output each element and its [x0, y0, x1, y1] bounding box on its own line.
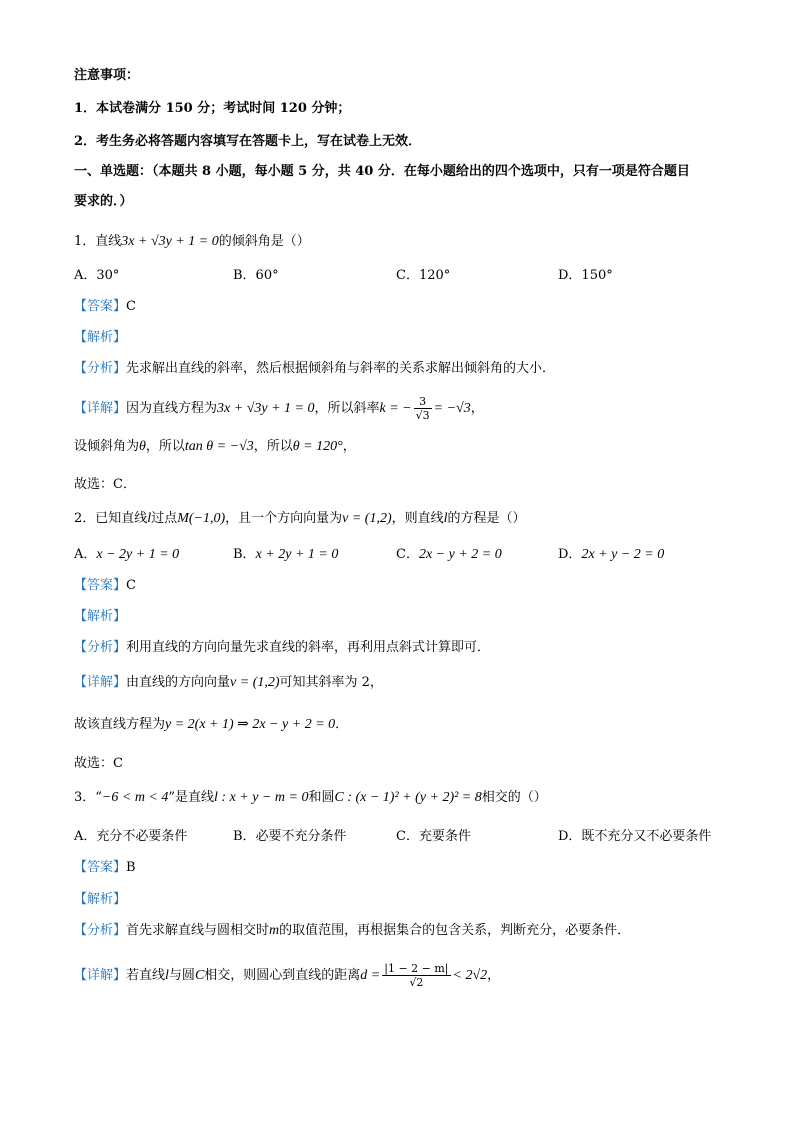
q2-xiangjie-line: [74, 674, 383, 692]
q3-line-expr: l : x + y − m = 0: [214, 790, 309, 805]
q3-xiangjie-tag: 【详解】: [74, 968, 127, 983]
q2-equation-expr: y = 2(x + 1) ⇒ 2x − y + 2 = 0: [165, 717, 336, 732]
q2-xiangjie-tag: 【详解】: [74, 675, 127, 690]
q2-xiangjie-vector: v = (1,2): [230, 675, 280, 690]
q3-option-d: D．既不充分又不必要条件: [558, 829, 712, 844]
q1-k-fraction: [414, 395, 432, 422]
q2-point: M(−1,0): [177, 511, 226, 526]
q2-equation-text-b: ．: [335, 717, 349, 732]
notice-title: 注意事项：: [74, 68, 140, 83]
q1-jiexi: 【解析】: [74, 330, 127, 345]
q3-xiangjie-c: 相交，则圆心到直线的距离: [204, 968, 361, 983]
q1-theta-text-a: 设倾斜角为: [74, 439, 140, 454]
q3-condition: −6 < m < 4: [101, 790, 169, 805]
q2-answer-line: [74, 577, 136, 595]
q1-fenxi-line: [74, 360, 555, 378]
q2-option-d: [558, 546, 664, 564]
q1-xiangjie-b: ，所以斜率: [314, 401, 380, 416]
q2-stem-a: 过点: [151, 511, 178, 526]
q2-guxuan: 故选：C: [74, 756, 123, 771]
q1-k-prefix: k = −: [379, 401, 412, 416]
q1-theta-line: [74, 438, 356, 456]
q1-theta-text-c: ，所以: [253, 439, 293, 454]
q1-xiangjie-tag: 【详解】: [74, 401, 127, 416]
q1-theta-text-b: ，所以: [145, 439, 185, 454]
q1-k-numerator: 3: [414, 395, 432, 409]
q2-option-a-label: A．: [74, 547, 97, 562]
q1-k-denominator: √3: [415, 409, 430, 422]
q1-tan-expr: tan θ = −√3: [184, 439, 254, 454]
notice-item-2: 2．考生务必将答题内容填写在答题卡上，写在试卷上无效．: [74, 134, 422, 149]
q1-fenxi-tag: 【分析】: [74, 361, 127, 376]
q2-number: 2．已知直线: [74, 511, 148, 526]
q1-stem-tail: 的倾斜角是（）: [218, 234, 310, 249]
q2-option-c: [396, 546, 502, 564]
q3-option-a: A．充分不必要条件: [74, 829, 188, 844]
q3-d-prefix: d =: [360, 968, 381, 983]
q2-line-symbol: l: [147, 511, 152, 526]
q3-option-c: C．充要条件: [396, 829, 471, 844]
q1-k-suffix: = −√3: [433, 401, 471, 416]
q2-option-d-label: D．: [558, 547, 582, 562]
q3-answer: B: [126, 860, 136, 875]
q1-option-d: D．150°: [558, 268, 613, 283]
q2-answer-tag: 【答案】: [74, 578, 127, 593]
q1-xiangjie-a: 因为直线方程为: [126, 401, 218, 416]
section-heading-line2: 要求的．）: [74, 194, 133, 209]
q2-option-b-expr: x + 2y + 1 = 0: [255, 547, 339, 562]
q2-vector: v = (1,2): [342, 511, 392, 526]
q3-stem-c: 相交的（）: [481, 790, 547, 805]
q3-option-b: B．必要不充分条件: [233, 829, 347, 844]
q3-d-numerator: |1 − 2 − m|: [384, 962, 449, 975]
q3-stem: [74, 789, 547, 807]
q3-d-denominator: √2: [409, 976, 424, 989]
q2-fenxi: 利用直线的方向向量先求直线的斜率，再利用点斜式计算即可．: [126, 640, 491, 655]
q3-xiangjie-end: ，: [487, 968, 501, 983]
q2-stem-b: ，且一个方向向量为: [225, 511, 343, 526]
q2-fenxi-tag: 【分析】: [74, 640, 127, 655]
q2-option-c-label: C．: [396, 547, 419, 562]
q3-fenxi-b: 的取值范围，再根据集合的包含关系，判断充分，必要条件．: [279, 923, 631, 938]
q3-xiangjie-b: 与圆: [168, 968, 195, 983]
q1-answer: C: [126, 299, 136, 314]
q2-option-b-label: B．: [233, 547, 256, 562]
q2-equation-text-a: 故该直线方程为: [74, 717, 166, 732]
q3-d-fraction: [382, 962, 450, 989]
notice-item-1: 1．本试卷满分 150 分；考试时间 120 分钟；: [74, 101, 351, 116]
q1-option-a: A．30°: [74, 268, 120, 283]
q3-d-suffix: < 2√2: [452, 968, 488, 983]
q2-xiangjie-a: 由直线的方向向量: [126, 675, 231, 690]
q1-equation: 3x + √3y + 1 = 0: [121, 234, 219, 249]
q1-xiangjie-line: [74, 395, 484, 422]
q3-line-symbol: l: [165, 968, 169, 983]
q1-option-b: B．60°: [233, 268, 279, 283]
q3-jiexi: 【解析】: [74, 892, 127, 907]
q1-number: 1．直线: [74, 234, 122, 249]
q2-option-a-expr: x − 2y + 1 = 0: [96, 547, 180, 562]
q3-xiangjie-line: [74, 962, 500, 990]
q2-xiangjie-b: 可知其斜率为 2，: [279, 675, 383, 690]
q3-stem-b: 和圆: [308, 790, 335, 805]
q1-theta-text-d: ，: [342, 439, 356, 454]
q1-answer-tag: 【答案】: [74, 299, 127, 314]
q3-fenxi-tag: 【分析】: [74, 923, 127, 938]
q2-option-a: [74, 546, 179, 564]
q3-number: 3．“: [74, 790, 102, 805]
q3-answer-line: [74, 859, 136, 877]
q2-stem-d: 的方程是（）: [447, 511, 526, 526]
q1-xiangjie-end: ，: [470, 401, 484, 416]
q2-option-b: [233, 546, 338, 564]
q3-stem-a: ”是直线: [168, 790, 215, 805]
q3-circle-symbol: C: [194, 968, 205, 983]
q1-theta-value: θ = 120°: [292, 439, 343, 454]
q2-stem-c: ，则直线: [391, 511, 444, 526]
section-heading-line1: 一、单选题：（本题共 8 小题，每小题 5 分，共 40 分．在每小题给出的四个选项中，只有一项是符合题目: [74, 164, 690, 179]
q1-answer-line: [74, 298, 136, 316]
q2-stem: [74, 510, 526, 528]
q3-fenxi-a: 首先求解直线与圆相交时: [126, 923, 270, 938]
q2-option-c-expr: 2x − y + 2 = 0: [418, 547, 502, 562]
q3-fenxi-line: [74, 922, 630, 940]
q1-stem: [74, 233, 310, 251]
q3-answer-tag: 【答案】: [74, 860, 127, 875]
q3-xiangjie-a: 若直线: [126, 968, 166, 983]
q3-circle-expr: C : (x − 1)² + (y + 2)² = 8: [334, 790, 482, 805]
q1-xiangjie-equation: 3x + √3y + 1 = 0: [217, 401, 315, 416]
q2-jiexi: 【解析】: [74, 609, 127, 624]
q3-m-symbol: m: [269, 923, 280, 938]
q2-option-d-expr: 2x + y − 2 = 0: [581, 547, 665, 562]
q2-line-symbol-2: l: [443, 511, 448, 526]
q2-fenxi-line: [74, 639, 490, 657]
q2-answer: C: [126, 578, 136, 593]
q1-fenxi: 先求解出直线的斜率，然后根据倾斜角与斜率的关系求解出倾斜角的大小．: [126, 361, 556, 376]
q1-option-c: C．120°: [396, 268, 451, 283]
q1-theta: θ: [139, 439, 146, 454]
q2-equation-line: [74, 716, 348, 734]
q1-guxuan: 故选：C．: [74, 477, 136, 492]
